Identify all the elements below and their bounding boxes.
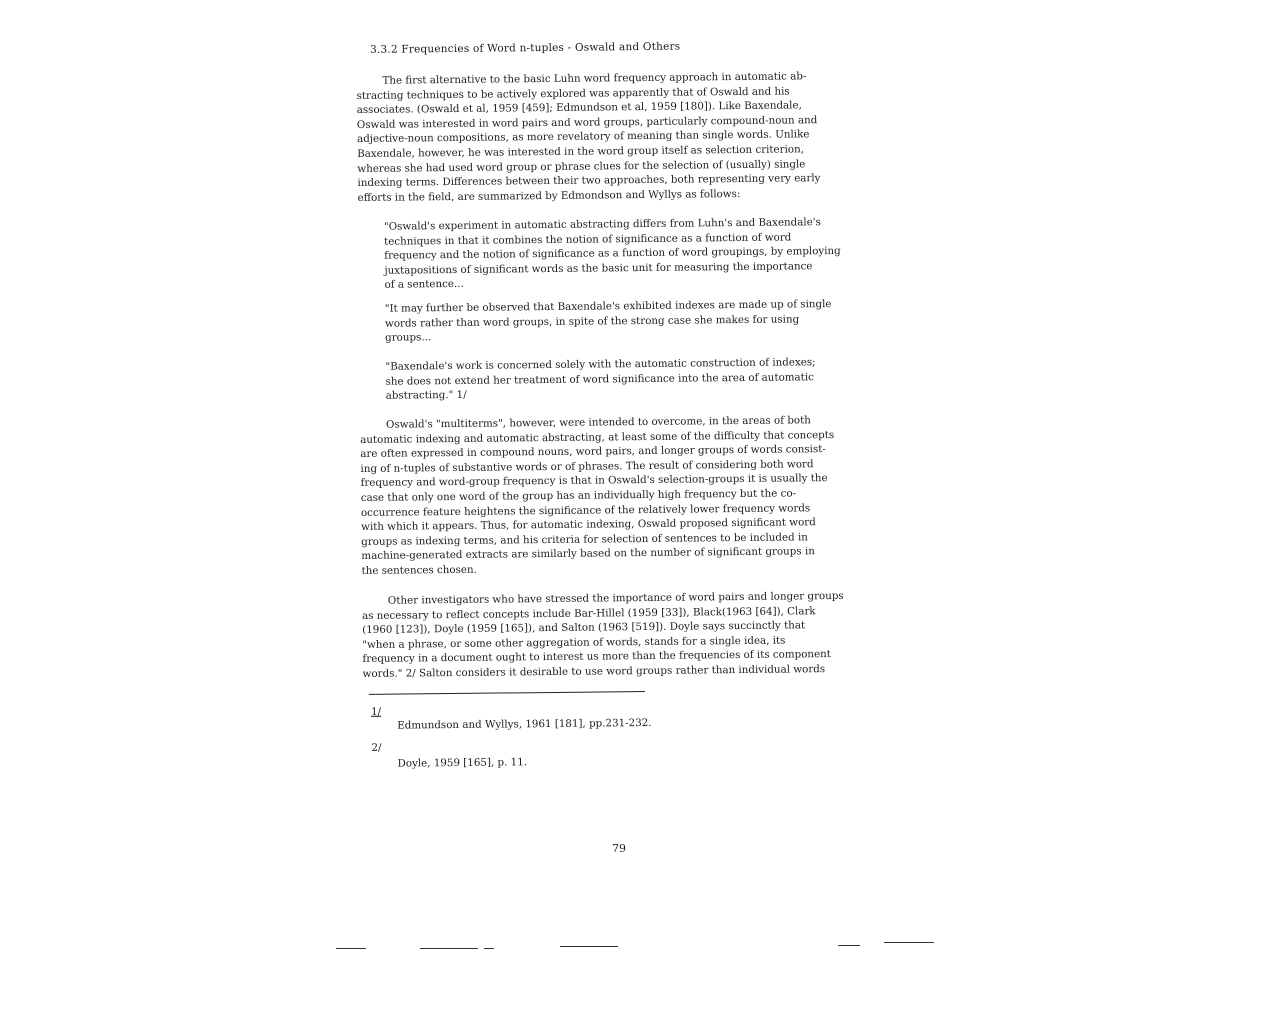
text-line: indexing terms. Differences between their two approaches, both representing very early xyxy=(357,172,821,190)
footnote-1-text: Edmundson and Wyllys, 1961 [181], pp.231-232. xyxy=(397,716,652,732)
text-line: The first alternative to the basic Luhn word frequency approach in automatic ab- xyxy=(382,70,807,87)
footnote-1-mark: 1/ xyxy=(370,705,382,718)
scan-mark xyxy=(484,948,494,949)
text-line: frequency and the notion of significance as a function of word groupings, by employing xyxy=(384,245,841,262)
text-line: "when a phrase, or some other aggregation of words, stands for a single idea, its xyxy=(362,634,786,651)
scan-mark xyxy=(336,948,366,949)
text-line: "Oswald's experiment in automatic abstracting differs from Luhn's and Baxendale's xyxy=(383,216,821,233)
text-line: with which it appears. Thus, for automatic indexing, Oswald proposed significant word xyxy=(361,516,816,534)
scan-mark xyxy=(420,948,478,949)
text-line: the sentences chosen. xyxy=(361,563,477,577)
scan-mark xyxy=(560,946,618,947)
text-line: are often expressed in compound nouns, word pairs, and longer groups of words consist- xyxy=(360,443,826,461)
text-line: case that only one word of the group has an individually high frequency but the co- xyxy=(360,487,797,504)
text-line: Other investigators who have stressed the importance of word pairs and longer groups xyxy=(387,589,844,607)
text-line: occurrence feature heightens the significance of the relatively lower frequency words xyxy=(360,501,811,519)
text-line: frequency in a document ought to interest us more than the frequencies of its component xyxy=(362,648,831,666)
text-line: stracting techniques to be actively explored was apparently that of Oswald and his xyxy=(356,85,790,102)
text-line: ing of n-tuples of substantive words or of phrases. The result of considering both word xyxy=(360,458,814,475)
text-line: frequency and word-group frequency is that in Oswald's selection-groups it is usually the xyxy=(360,472,828,490)
section-heading: 3.3.2 Frequencies of Word n-tuples - Oswald and Others xyxy=(370,40,681,56)
text-line: adjective-noun compositions, as more revelatory of meaning than single words. Unlike xyxy=(356,128,810,146)
text-line: (1960 [123]), Doyle (1959 [165]), and Salton (1963 [519]). Doyle says succinctly that xyxy=(362,619,806,637)
text-line: "It may further be observed that Baxendale's exhibited indexes are made up of single xyxy=(384,298,832,315)
text-line: techniques in that it combines the notion of significance as a function of word xyxy=(384,231,792,248)
text-line: of a sentence... xyxy=(384,278,464,292)
paragraph-2 xyxy=(360,413,872,579)
text-line: as necessary to reflect concepts include Bar-Hillel (1959 [33]), Black(1963 [64]), Clark xyxy=(361,604,816,622)
quote-3 xyxy=(385,355,875,404)
text-line: juxtapositions of significant words as the basic unit for measuring the importance xyxy=(384,260,813,277)
text-line: Oswald was interested in word pairs and word groups, particularly compound-noun and xyxy=(356,113,818,131)
text-line: whereas she had used word group or phrase clues for the selection of (usually) single xyxy=(357,157,806,175)
text-line: words." 2/ Salton considers it desirable to use word groups rather than individual words xyxy=(362,663,826,680)
paragraph-1 xyxy=(356,69,867,206)
text-line: "Baxendale's work is concerned solely with the automatic construction of indexes; xyxy=(385,356,816,373)
text-line: words rather than word groups, in spite of the strong case she makes for using xyxy=(384,312,800,330)
text-line: abstracting." 1/ xyxy=(385,389,467,402)
footnote-rule xyxy=(369,691,645,695)
text-line: automatic indexing and automatic abstracting, at least some of the difficulty that concepts xyxy=(360,428,835,446)
scan-mark xyxy=(884,942,934,943)
text-line: Oswald's "multiterms", however, were intended to overcome, in the areas of both xyxy=(385,414,811,431)
text-line: machine-generated extracts are similarly based on the number of significant groups in xyxy=(361,545,815,563)
text-line: efforts in the field, are summarized by Edmondson and Wyllys as follows: xyxy=(357,187,741,204)
text-line: groups... xyxy=(385,331,432,344)
page-number: 79 xyxy=(612,842,626,855)
text-line: groups as indexing terms, and his criteria for selection of sentences to be included in xyxy=(361,531,808,548)
paragraph-3 xyxy=(362,589,873,682)
footnote-2-text: Doyle, 1959 [165], p. 11. xyxy=(397,756,528,770)
footnote-2-mark: 2/ xyxy=(371,741,382,754)
scan-mark xyxy=(838,945,860,946)
quote-2 xyxy=(385,297,875,346)
quote-1 xyxy=(384,215,875,293)
text-line: Baxendale, however, he was interested in the word group itself as selection criterion, xyxy=(357,143,805,160)
document-page xyxy=(356,35,876,770)
text-line: associates. (Oswald et al, 1959 [459]; Edmundson et al, 1959 [180]). Like Baxendale, xyxy=(356,99,802,117)
text-line: she does not extend her treatment of word significance into the area of automatic xyxy=(385,370,814,388)
